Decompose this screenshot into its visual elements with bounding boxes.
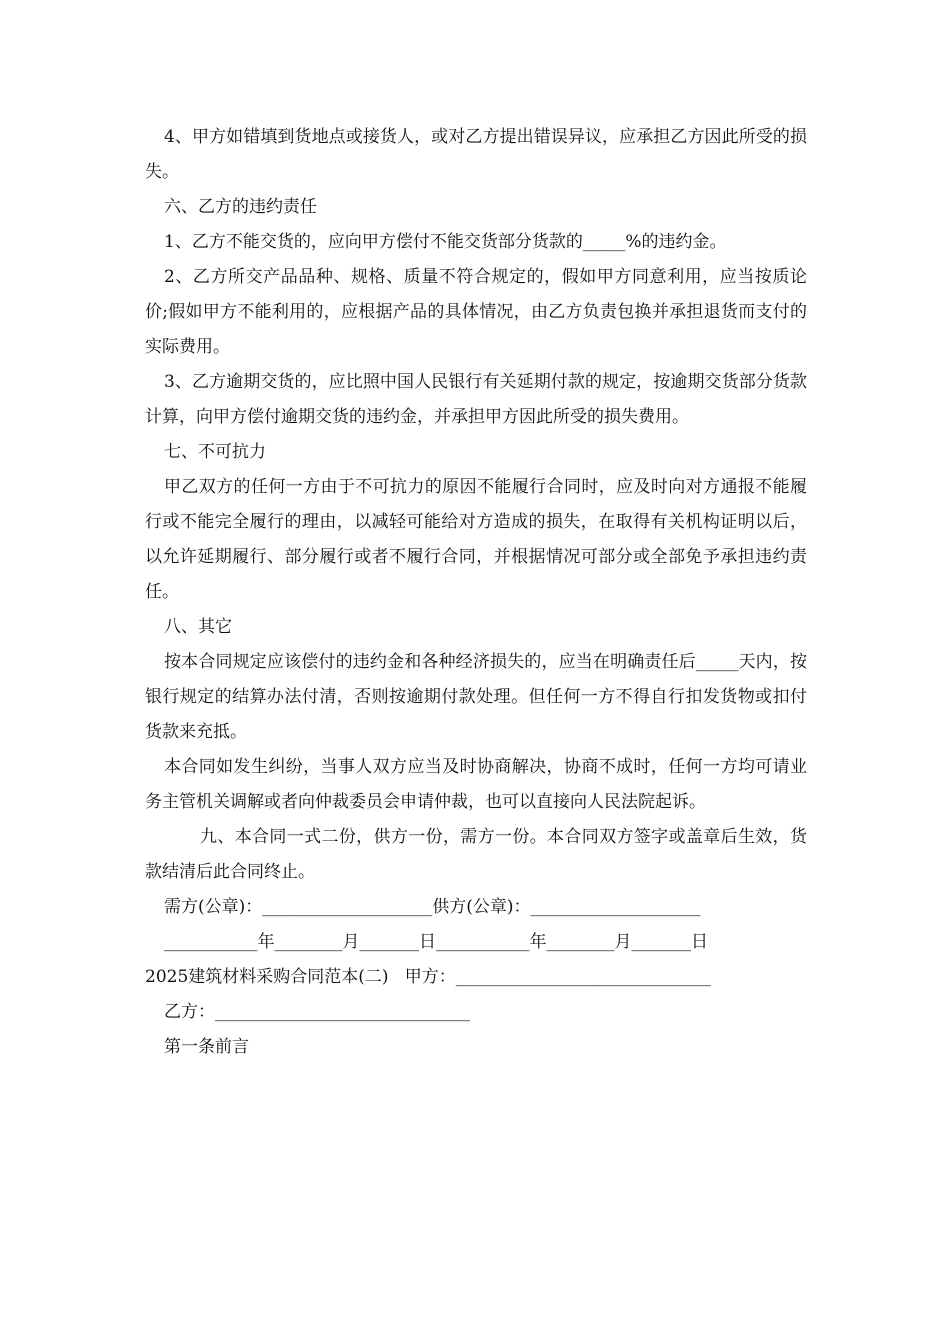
section-8-heading: 八、其它 xyxy=(164,617,232,637)
section-6-heading: 六、乙方的违约责任 xyxy=(164,197,317,217)
penalty-payment-paragraph: 按本合同规定应该偿付的违约金和各种经济损失的，应当在明确责任后_____天内，按银行规定的结算办法付清，否则按逾期付款处理。但任何一方不得自行扣发货物或扣付货款来充抵。 xyxy=(145,652,807,742)
dispute-resolution-paragraph: 本合同如发生纠纷，当事人双方应当及时协商解决，协商不成时，任何一方均可请业务主管机关调解或者向仲裁委员会申请仲裁，也可以直接向人民法院起诉。 xyxy=(145,757,807,812)
party-b-line: 乙方：______________________________ xyxy=(164,1002,470,1022)
force-majeure-paragraph: 甲乙双方的任何一方由于不可抗力的原因不能履行合同时，应及时向对方通报不能履行或不能完全履行的理由，以减轻可能给对方造成的损失，在取得有关机构证明以后，以允许延期履行、部分履行或者不履行合同，并根据情况可部分或全部免予承担违约责任。 xyxy=(145,477,807,602)
clause-6-3-late-delivery: 3、乙方逾期交货的，应比照中国人民银行有关延期付款的规定，按逾期交货部分货款计算，向甲方偿付逾期交货的违约金，并承担甲方因此所受的损失费用。 xyxy=(145,372,807,427)
contract-template-title-line: 2025建筑材料采购合同范本(二) 甲方：______________________________ xyxy=(145,967,711,987)
section-9-copies-paragraph: 九、本合同一式二份，供方一份，需方一份。本合同双方签字或盖章后生效，货款结清后此合同终止。 xyxy=(145,827,807,882)
signature-date-line: ___________年________月_______日___________年________月_______日 xyxy=(164,932,708,952)
article-1-heading: 第一条前言 xyxy=(164,1037,249,1057)
signature-seal-line: 需方(公章)：____________________供方(公章)：____________________ xyxy=(164,897,701,917)
clause-4-wrong-delivery: 4、甲方如错填到货地点或接货人，或对乙方提出错误异议，应承担乙方因此所受的损失。 xyxy=(145,127,807,182)
clause-6-1-no-delivery: 1、乙方不能交货的，应向甲方偿付不能交货部分货款的_____%的违约金。 xyxy=(164,232,727,252)
clause-6-2-quality: 2、乙方所交产品品种、规格、质量不符合规定的，假如甲方同意利用，应当按质论价;假如甲方不能利用的，应根据产品的具体情况，由乙方负责包换并承担退货而支付的实际费用。 xyxy=(145,267,807,357)
document-body xyxy=(145,120,807,1065)
section-7-heading: 七、不可抗力 xyxy=(164,442,266,462)
